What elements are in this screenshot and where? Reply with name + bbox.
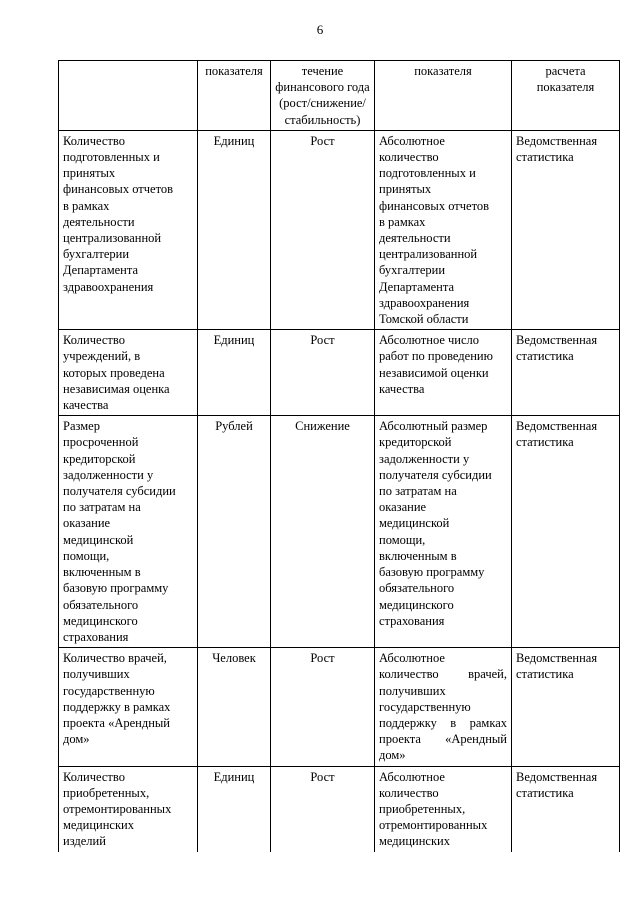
definition-cell: Абсолютное количество подготовленных и принятых финансовых отчетов в рамках деятельности централизованной бухгалтерии Департамента здравоохранения Томской области (375, 130, 512, 329)
unit-cell: Единиц (198, 130, 271, 329)
indicator-name: Количество учреждений, в которых проведена независимая оценка качества (59, 330, 198, 416)
unit-cell: Человек (198, 648, 271, 766)
table-row (59, 330, 620, 416)
indicator-name: Размер просроченной кредиторской задолженности у получателя субсидии по затратам на оказание медицинской помощи, включенным в базовую программу обязательного медицинского страхования (59, 416, 198, 648)
trend-cell: Рост (271, 130, 375, 329)
source-cell: Ведомственная статистика (512, 648, 620, 766)
header-cell-indicator (59, 61, 198, 131)
definition-cell: Абсолютное число работ по проведению независимой оценки качества (375, 330, 512, 416)
unit-cell: Рублей (198, 416, 271, 648)
trend-cell: Рост (271, 648, 375, 766)
indicators-table (58, 60, 620, 852)
table-row (59, 130, 620, 329)
header-cell-source: расчета показателя (512, 61, 620, 131)
header-cell-trend: течение финансового года (рост/снижение/ стабильность) (271, 61, 375, 131)
source-cell: Ведомственная статистика (512, 766, 620, 852)
definition-cell: Абсолютное количество врачей, получивших государственную поддержку в рамках проекта «Арендный дом» (375, 648, 512, 766)
definition-cell: Абсолютный размер кредиторской задолженности у получателя субсидии по затратам на оказание медицинской помощи, включенным в базовую программу обязательного медицинского страхования (375, 416, 512, 648)
header-cell-unit: показателя (198, 61, 271, 131)
source-cell: Ведомственная статистика (512, 416, 620, 648)
trend-cell: Рост (271, 330, 375, 416)
table-row (59, 416, 620, 648)
unit-cell: Единиц (198, 766, 271, 852)
trend-cell: Рост (271, 766, 375, 852)
table-row (59, 766, 620, 852)
indicator-name: Количество приобретенных, отремонтированных медицинских изделий (59, 766, 198, 852)
indicator-name: Количество врачей, получивших государственную поддержку в рамках проекта «Арендный дом» (59, 648, 198, 766)
source-cell: Ведомственная статистика (512, 130, 620, 329)
trend-cell: Снижение (271, 416, 375, 648)
table-row (59, 648, 620, 766)
unit-cell: Единиц (198, 330, 271, 416)
table-header-row (59, 61, 620, 131)
definition-cell: Абсолютное количество приобретенных, отремонтированных медицинских (375, 766, 512, 852)
header-cell-definition: показателя (375, 61, 512, 131)
indicator-name: Количество подготовленных и принятых финансовых отчетов в рамках деятельности централизованной бухгалтерии Департамента здравоохранения (59, 130, 198, 329)
source-cell: Ведомственная статистика (512, 330, 620, 416)
page-number: 6 (316, 22, 324, 37)
